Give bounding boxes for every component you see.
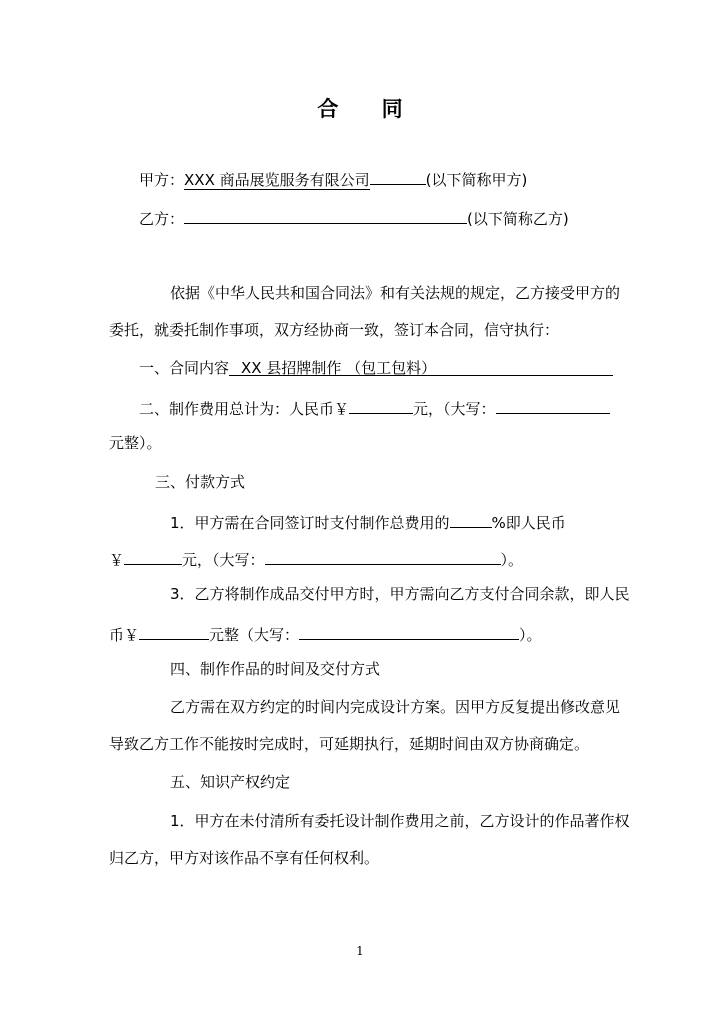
section3-item3-amount-blank	[139, 622, 209, 640]
section3-heading: 三、付款方式	[155, 473, 246, 491]
intro-line-1: 依据《中华人民共和国合同法》和有关法规的规定，乙方接受甲方的	[170, 284, 621, 302]
document-title: 合 同	[317, 96, 421, 121]
section2-mid: 元，（大写：	[413, 400, 496, 418]
section3-item1-amount-blank	[124, 547, 182, 565]
section5-heading: 五、知识产权约定	[170, 773, 291, 791]
party-b-line	[139, 206, 569, 229]
section2-line-2: 元整）。	[109, 434, 162, 452]
section3-item1-line1	[170, 510, 566, 533]
section3-item3-end: ）。	[519, 626, 542, 644]
section3-item3-line1: 3．乙方将制作成品交付甲方时，甲方需向乙方支付合同余款，即人民	[170, 585, 630, 603]
section3-item1-line2	[109, 547, 523, 570]
section3-item3-mid: 元整（大写：	[209, 626, 300, 644]
section3-item1-mid: 元，（大写：	[182, 551, 265, 569]
section3-item3-words-blank	[299, 622, 519, 640]
party-a-line	[139, 167, 527, 190]
party-a-label: 甲方：	[139, 171, 185, 189]
party-a-suffix: (以下简称甲方)	[425, 171, 528, 189]
section2-amount-blank	[349, 396, 413, 414]
section2-prefix: 二、制作费用总计为：人民币￥	[139, 400, 350, 418]
section1-value: XX 县招牌制作 （包工包料）	[229, 358, 613, 376]
intro-line-2: 委托，就委托制作事项，双方经协商一致，签订本合同，信守执行：	[109, 321, 560, 339]
section3-item1-prefix: 1．甲方需在合同签订时支付制作总费用的	[170, 514, 450, 532]
party-a-blank	[370, 167, 426, 185]
section4-heading: 四、制作作品的时间及交付方式	[170, 660, 381, 678]
section1-line	[139, 358, 613, 378]
section3-item3-prefix: 币￥	[109, 626, 140, 644]
section2-words-blank	[496, 396, 610, 414]
party-b-blank	[184, 206, 467, 224]
page-number: 1	[356, 944, 364, 958]
section3-percent-blank	[450, 510, 492, 528]
section3-item1-end: ）。	[500, 551, 524, 569]
section4-line1: 乙方需在双方约定的时间内完成设计方案。因甲方反复提出修改意见	[170, 698, 621, 716]
section1-label: 一、合同内容	[139, 359, 230, 377]
section3-item1-yen: ￥	[109, 551, 125, 569]
party-b-label: 乙方：	[139, 210, 185, 228]
party-a-name: XXX 商品展览服务有限公司	[184, 171, 370, 189]
section5-item1-line2: 归乙方，甲方对该作品不享有任何权利。	[109, 849, 380, 867]
section2-line	[139, 396, 610, 419]
section4-line2: 导致乙方工作不能按时完成时，可延期执行，延期时间由双方协商确定。	[109, 735, 590, 753]
section5-item1-line1: 1．甲方在未付清所有委托设计制作费用之前，乙方设计的作品著作权	[170, 812, 630, 830]
section3-item1-words-blank	[265, 547, 501, 565]
section3-item3-line2	[109, 622, 542, 645]
section3-item1-suffix: %即人民币	[491, 514, 566, 532]
party-b-suffix: (以下简称乙方)	[467, 210, 569, 228]
